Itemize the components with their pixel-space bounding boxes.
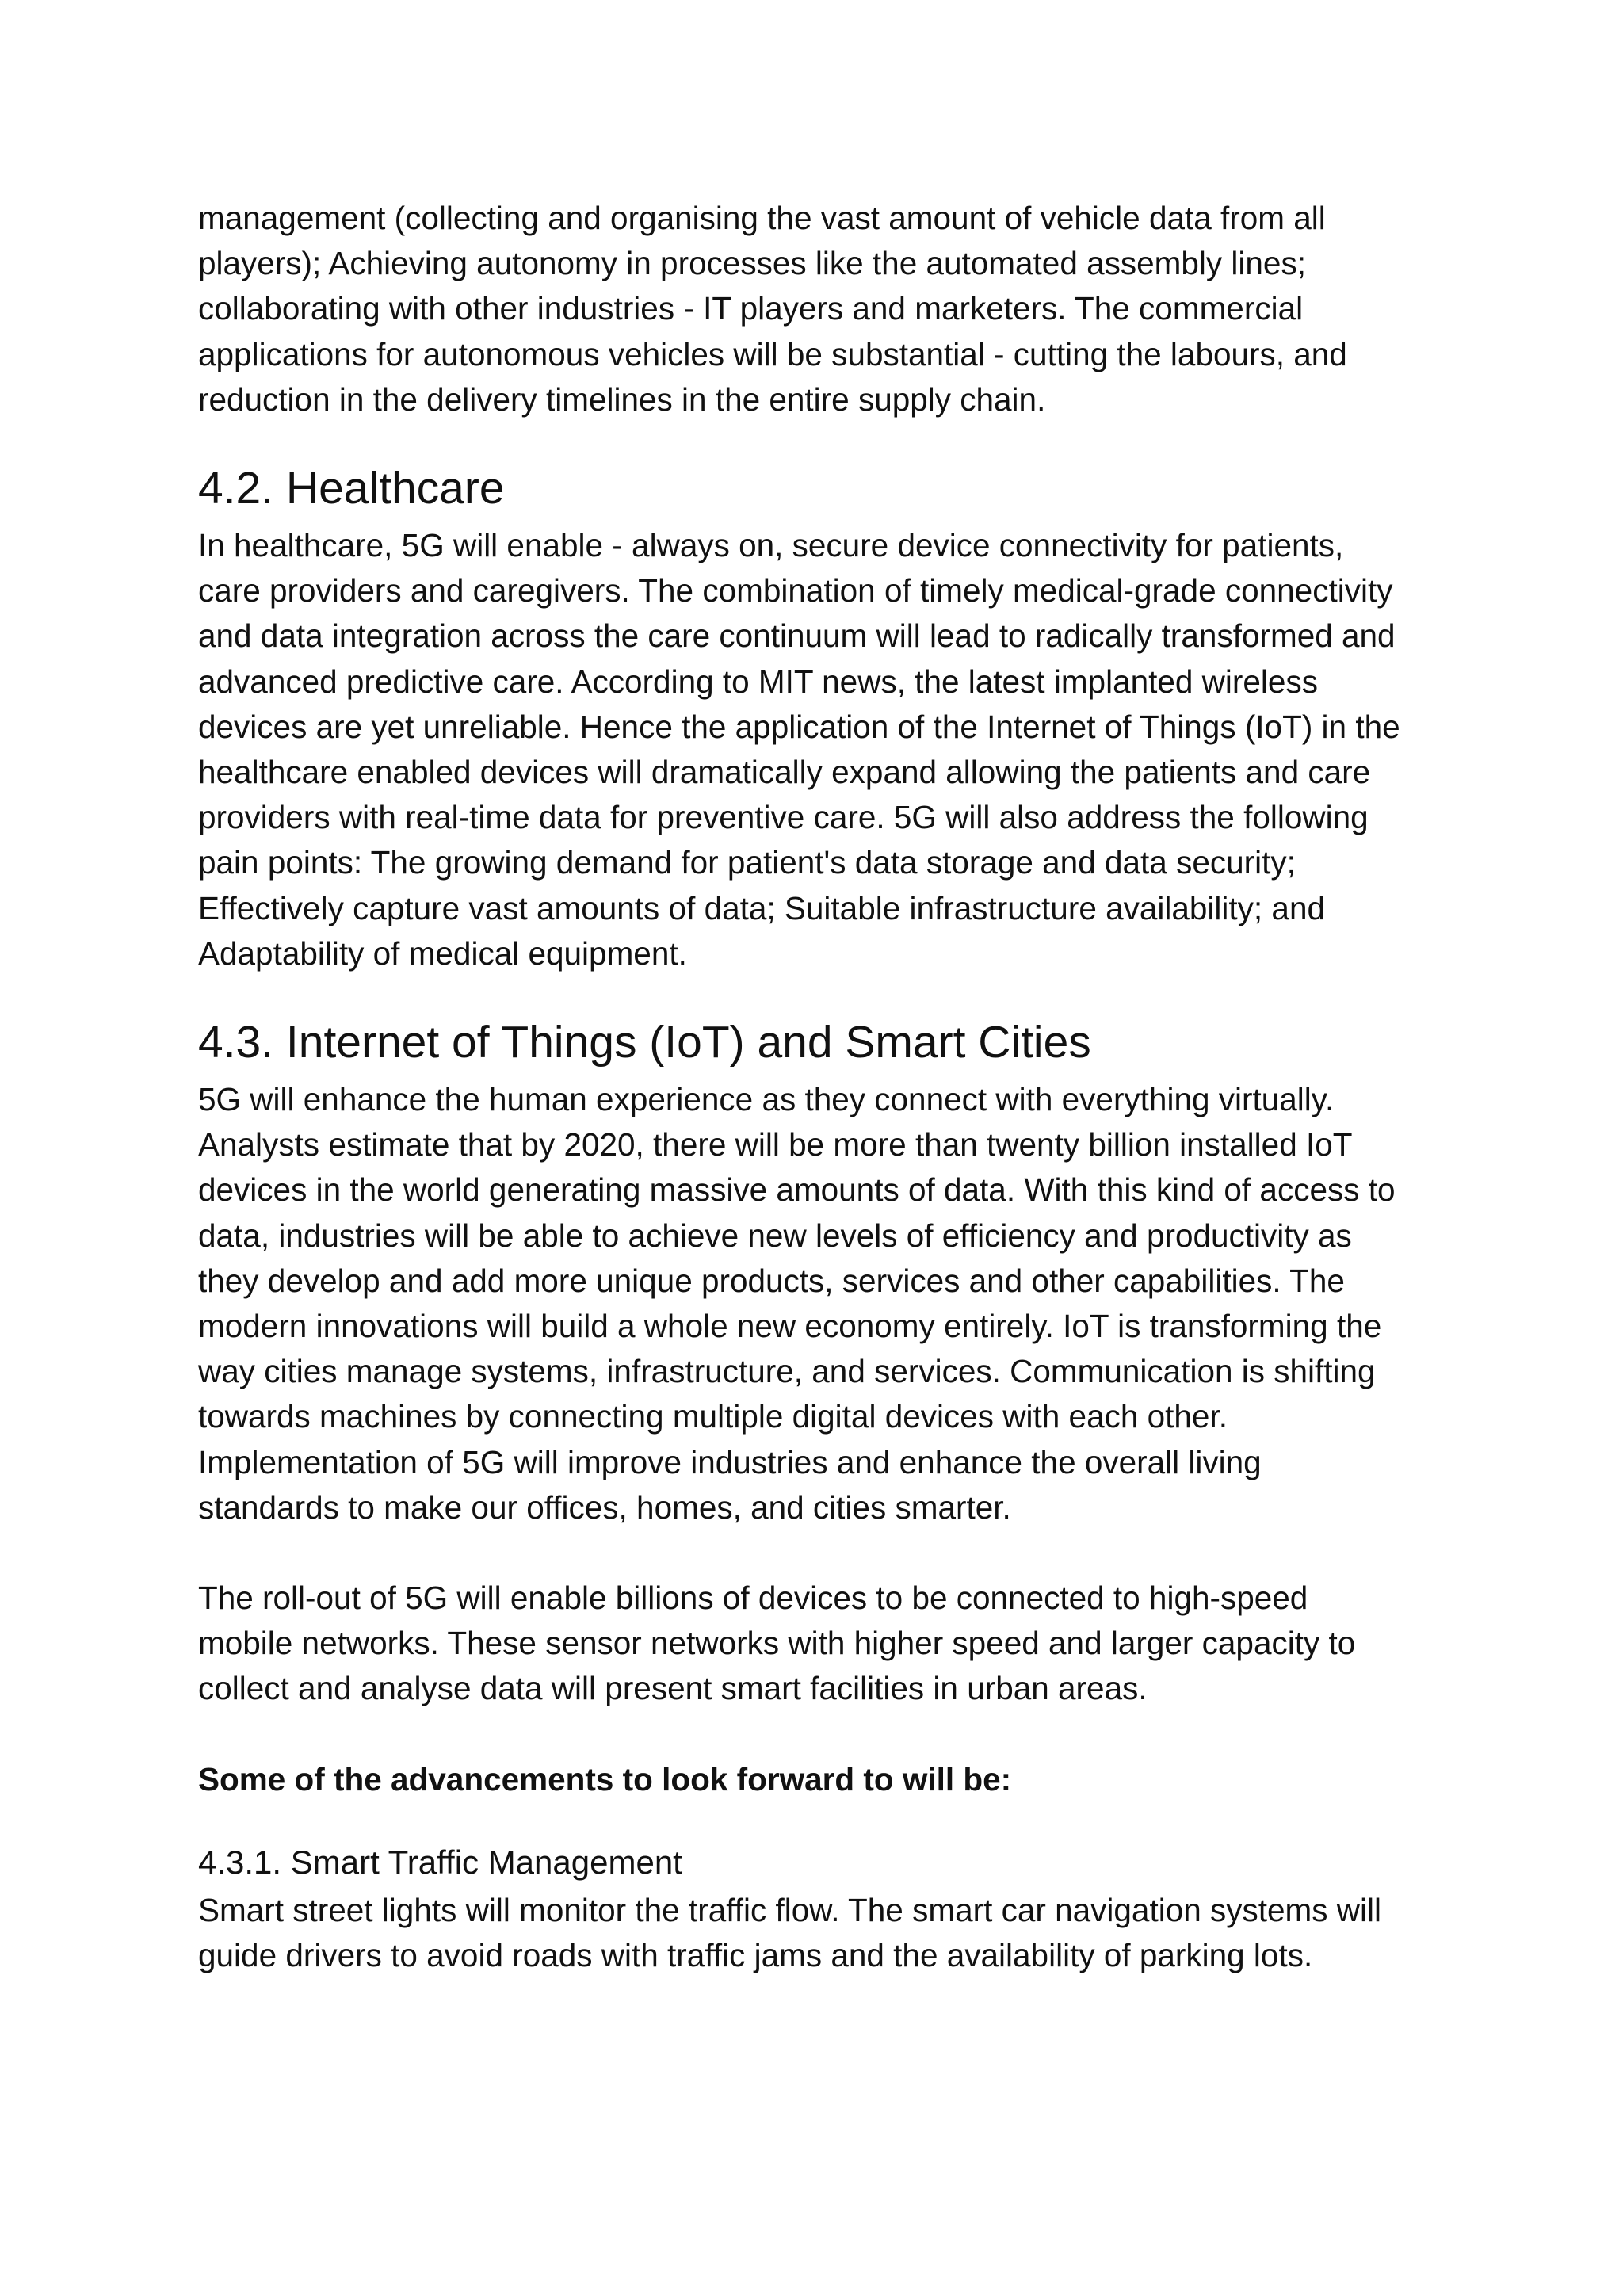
text-line: Adaptability of medical equipment. xyxy=(198,934,687,972)
text-line: pain points: The growing demand for patient's data storage and data security; xyxy=(198,844,1296,881)
smart-traffic-paragraph xyxy=(198,1888,1450,1978)
text-line: Effectively capture vast amounts of data; Suitable infrastructure availability; and xyxy=(198,889,1326,926)
text-line: Implementation of 5G will improve industries and enhance the overall living xyxy=(198,1443,1262,1480)
text-line: 5G will enhance the human experience as they connect with everything virtually. xyxy=(198,1081,1335,1118)
text-line: management (collecting and organising the vast amount of vehicle data from all xyxy=(198,200,1326,236)
text-line: collaborating with other industries - IT players and marketers. The commercial xyxy=(198,290,1304,327)
text-line: applications for autonomous vehicles will be substantial - cutting the labours, and xyxy=(198,335,1347,372)
iot-paragraph-1 xyxy=(198,1077,1450,1530)
text-line: and data integration across the care continuum will lead to radically transformed and xyxy=(198,617,1396,655)
text-line: mobile networks. These sensor networks with higher speed and larger capacity to xyxy=(198,1625,1356,1662)
text-line: data, industries will be able to achieve new levels of efficiency and productivity as xyxy=(198,1217,1352,1254)
text-line: way cities manage systems, infrastructure, and services. Communication is shifting xyxy=(198,1353,1376,1390)
text-line: standards to make our offices, homes, and cities smarter. xyxy=(198,1488,1011,1526)
text-line: towards machines by connecting multiple digital devices with each other. xyxy=(198,1398,1228,1435)
text-line: In healthcare, 5G will enable - always on, secure device connectivity for patients, xyxy=(198,527,1344,564)
text-line: they develop and add more unique products, services and other capabilities. The xyxy=(198,1262,1345,1299)
intro-paragraph xyxy=(198,196,1450,422)
document-page xyxy=(198,196,1450,1979)
text-line: Analysts estimate that by 2020, there will be more than twenty billion installed IoT xyxy=(198,1126,1353,1163)
text-line: devices are yet unreliable. Hence the application of the Internet of Things (IoT) in the xyxy=(198,708,1400,745)
iot-paragraph-2 xyxy=(198,1576,1450,1712)
text-line: Smart street lights will monitor the traffic flow. The smart car navigation systems will xyxy=(198,1892,1382,1929)
text-line: collect and analyse data will present smart facilities in urban areas. xyxy=(198,1670,1148,1707)
text-line: providers with real-time data for preventive care. 5G will also address the following xyxy=(198,799,1369,836)
text-line: guide drivers to avoid roads with traffic jams and the availability of parking lots. xyxy=(198,1937,1313,1974)
healthcare-heading: 4.2. Healthcare xyxy=(198,463,505,514)
text-line: healthcare enabled devices will dramatically expand allowing the patients and care xyxy=(198,754,1371,791)
text-line: devices in the world generating massive amounts of data. With this kind of access to xyxy=(198,1171,1396,1209)
text-line: care providers and caregivers. The combination of timely medical-grade connectivity xyxy=(198,572,1393,609)
healthcare-paragraph xyxy=(198,523,1450,976)
text-line: The roll-out of 5G will enable billions of devices to be connected to high-speed xyxy=(198,1580,1308,1617)
text-line: advanced predictive care. According to MIT news, the latest implanted wireless xyxy=(198,663,1318,700)
smart-traffic-subheading: 4.3.1. Smart Traffic Management xyxy=(198,1843,682,1881)
text-line: players); Achieving autonomy in processes like the automated assembly lines; xyxy=(198,245,1306,282)
iot-heading: 4.3. Internet of Things (IoT) and Smart Cities xyxy=(198,1017,1091,1068)
text-line: modern innovations will build a whole new economy entirely. IoT is transforming the xyxy=(198,1308,1382,1345)
advancements-heading: Some of the advancements to look forward to will be: xyxy=(198,1760,1012,1797)
text-line: reduction in the delivery timelines in the entire supply chain. xyxy=(198,380,1046,418)
